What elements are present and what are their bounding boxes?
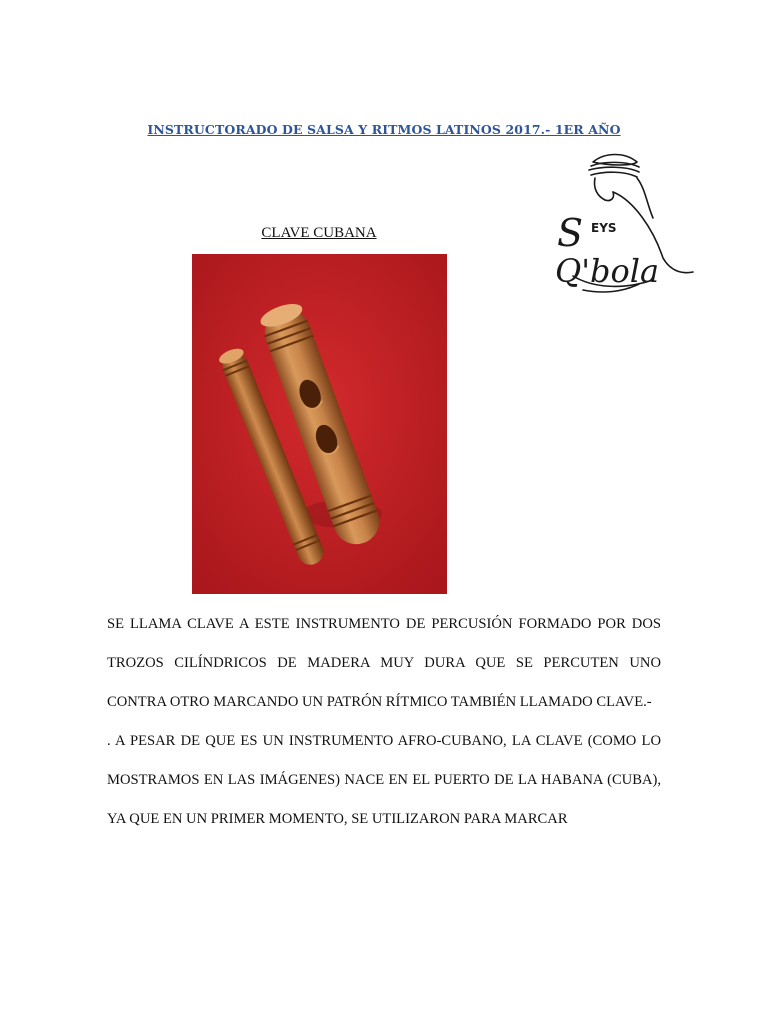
svg-text:Q'bola: Q'bola xyxy=(555,252,660,290)
dancer-logo-icon xyxy=(553,148,698,298)
body-text xyxy=(107,605,661,839)
header-title: INSTRUCTORADO DE SALSA Y RITMOS LATINOS 2017.- 1ER AÑO xyxy=(147,122,621,137)
svg-text:EYS: EYS xyxy=(591,221,617,235)
paragraph-2: . A PESAR DE QUE ES UN INSTRUMENTO AFRO-CUBANO, LA CLAVE (COMO LO MOSTRAMOS EN LAS IMÁGENES) NACE EN EL PUERTO DE LA HABANA (CUBA), YA QUE EN UN PRIMER MOMENTO, SE UTILIZARON PARA MARCAR xyxy=(107,733,661,827)
svg-text:S: S xyxy=(557,211,584,255)
clave-sticks-photo xyxy=(192,254,447,594)
paragraph-1: SE LLAMA CLAVE A ESTE INSTRUMENTO DE PERCUSIÓN FORMADO POR DOS TROZOS CILÍNDRICOS DE MADERA MUY DURA QUE SE PERCUTEN UNO CONTRA OTRO MARCANDO UN PATRÓN RÍTMICO TAMBIÉN LLAMADO CLAVE.- xyxy=(107,616,661,710)
section-title: CLAVE CUBANA xyxy=(261,225,377,241)
